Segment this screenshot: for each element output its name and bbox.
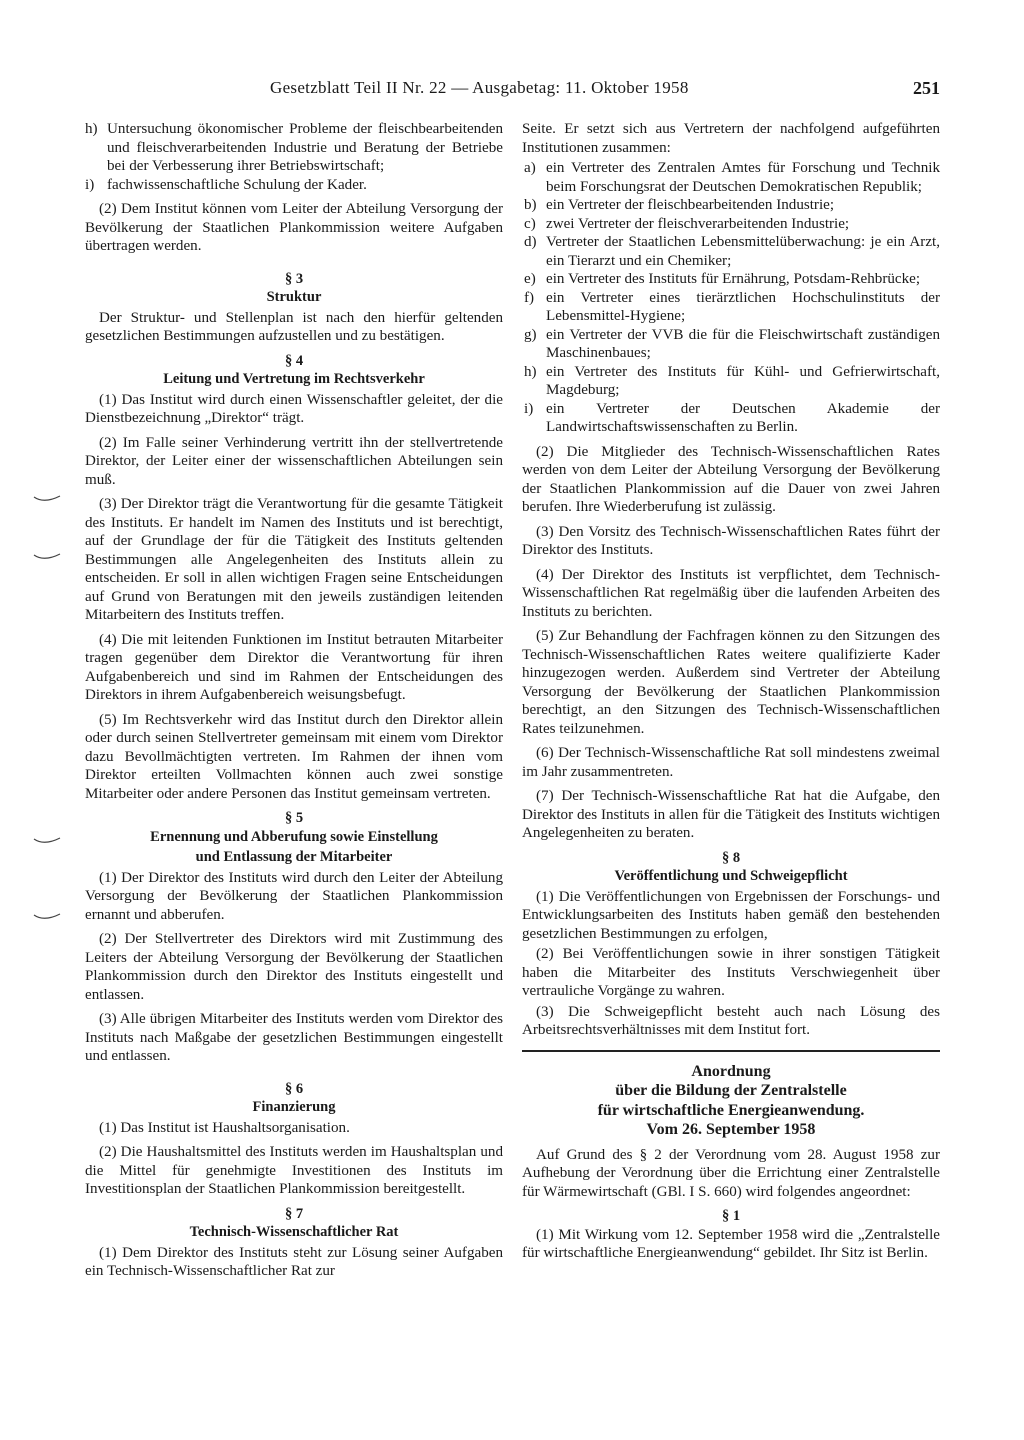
section-number: § 7 — [284, 1205, 304, 1222]
paragraph: (2) Im Falle seiner Verhinderung vertritt ihn der stellvertretende Direktor, der Leiter einer der wissenschaftlichen Abteilungen sein muß. — [85, 434, 503, 488]
list-item — [524, 233, 940, 270]
paragraph: Seite. Er setzt sich aus Vertretern der nachfolgend aufgeführten Institutionen zusammen: — [522, 121, 940, 156]
paragraph: (1) Das Institut wird durch einen Wissenschaftler geleitet, der die Dienstbezeichnung „Direktor“ trägt. — [85, 391, 503, 426]
paragraph: (5) Zur Behandlung der Fachfragen können zu den Sitzungen des Technisch-Wissenschaftlichen Rates weitere qualifizierte Kader hinzugezogen werden. Außerdem sind Vertreter der Abteilung Versorgung der Bevölkerung der Staatlichen Plankommission berechtigt, an den Sitzungen des Technisch-Wissenschaftlichen Rates teilzunehmen. — [522, 628, 940, 737]
header-title: Gesetzblatt Teil II Nr. 22 — Ausgabetag: 11. Oktober 1958 — [270, 78, 689, 97]
item-text: ein Vertreter des Zentralen Amtes für Forschung und Technik beim Forschungsrat der Deutschen Demokratischen Republik; — [546, 160, 940, 195]
section-title: und Entlassung der Mitarbeiter — [195, 849, 393, 865]
section-title: Struktur — [266, 289, 322, 305]
item-text: zwei Vertreter der fleischverarbeitenden Industrie; — [546, 215, 850, 232]
paragraph: (2) Bei Veröffentlichungen sowie in ihrer sonstigen Tätigkeit haben die Mitarbeiter des Instituts Verschwiegenheit über vertrauliche Vorgänge zu wahren. — [522, 946, 940, 999]
paragraph: (6) Der Technisch-Wissenschaftliche Rat soll mindestens zweimal im Jahr zusammentreten. — [522, 745, 940, 780]
list-item — [524, 289, 940, 326]
item-label: d) — [524, 234, 537, 250]
item-label: a) — [524, 160, 536, 176]
paragraph: (1) Mit Wirkung vom 12. September 1958 wird die „Zentralstelle für wirtschaftliche Energieanwendung“ gebildet. Ihr Sitz ist Berlin. — [522, 1226, 940, 1261]
item-text: Untersuchung ökonomischer Probleme der fleischbearbeitenden und fleischverarbeitenden Industrie und Beratung der Betriebe bei der Verbesserung ihrer Betriebswirtschaft; — [107, 121, 503, 174]
section-divider — [522, 1050, 940, 1052]
ordinance-title: für wirtschaftliche Energieanwendung. — [597, 1101, 865, 1119]
section-title: Finanzierung — [252, 1099, 336, 1115]
section-number: § 4 — [284, 352, 304, 369]
section-title: Ernennung und Abberufung sowie Einstellung — [150, 828, 438, 845]
ordinance-title: über die Bildung der Zentralstelle — [615, 1082, 847, 1099]
list-item — [524, 215, 940, 234]
list-item — [85, 120, 503, 176]
item-label: f) — [524, 289, 535, 306]
item-text: ein Vertreter des Instituts für Ernährung, Potsdam-Rehbrücke; — [546, 271, 921, 287]
margin-tick-mark — [32, 912, 62, 922]
paragraph: (1) Die Veröffentlichungen von Ergebnissen der Forschungs- und Entwicklungsarbeiten des Instituts haben gemäß den bestehenden gesetzlichen Bestimmungen zu erfolgen, — [522, 888, 940, 942]
paragraph: (2) Die Haushaltsmittel des Instituts werden im Haushaltsplan und die Mittel für genehmigte Investitionen des Instituts im Investitionsplan der Staatlichen Plankommission bereitgestellt. — [85, 1144, 503, 1197]
list-item — [524, 270, 940, 289]
margin-tick-mark — [32, 494, 62, 504]
item-label: c) — [524, 215, 536, 232]
paragraph: (2) Der Stellvertreter des Direktors wird mit Zustimmung des Leiters der Abteilung Versorgung der Bevölkerung der Staatlichen Plankommission durch den Direktor des Instituts eingestellt und entlassen. — [85, 931, 503, 1003]
item-text: ein Vertreter eines tierärztlichen Hochschulinstituts der Lebensmittel-Hygiene; — [546, 289, 940, 324]
paragraph: (7) Der Technisch-Wissenschaftliche Rat hat die Aufgabe, den Direktor des Instituts in allen für die Tätigkeit des Instituts wichtigen Angelegenheiten zu beraten. — [522, 788, 940, 841]
paragraph: Der Struktur- und Stellenplan ist nach den hierfür geltenden gesetzlichen Bestimmungen aufzustellen und zu bestätigen. — [85, 309, 503, 344]
section-title: Leitung und Vertretung im Rechtsverkehr — [163, 371, 425, 387]
item-label: b) — [524, 197, 537, 213]
paragraph: (5) Im Rechtsverkehr wird das Institut durch den Direktor allein oder durch seinen Stellvertreter gemeinsam mit einem vom Direktor dazu Bevollmächtigten vertreten. Im Rahmen der ihnen vom Direktor erteilten Vollmachten können auch zwei sonstige Mitarbeiter oder andere Personen das Institut gemeinsam vertreten. — [85, 711, 503, 802]
item-text: fachwissenschaftliche Schulung der Kader. — [107, 176, 367, 193]
item-label: e) — [524, 271, 536, 287]
paragraph: (2) Dem Institut können vom Leiter der Abteilung Versorgung der Bevölkerung der Staatlichen Plankommission weitere Aufgaben übertragen werden. — [85, 201, 503, 254]
section-title: Veröffentlichung und Schweigepflicht — [614, 868, 848, 884]
page-number: 251 — [913, 78, 940, 98]
section-number: § 5 — [284, 810, 304, 826]
paragraph: (2) Die Mitglieder des Technisch-Wissenschaftlichen Rates werden von dem Leiter der Abteilung Versorgung der Bevölkerung der Staatlichen Plankommission auf die Dauer von zwei Jahren berufen. Ihre Wiederberufung ist zulässig. — [522, 443, 940, 515]
section-number: § 3 — [284, 270, 304, 287]
item-label: h) — [524, 363, 537, 380]
paragraph: (3) Den Vorsitz des Technisch-Wissenschaftlichen Rates führt der Direktor des Instituts. — [522, 523, 940, 558]
list-item — [524, 196, 940, 215]
paragraph: (1) Dem Direktor des Instituts steht zur Lösung seiner Aufgaben ein Technisch-Wissenschaftlicher Rat zur — [85, 1244, 503, 1279]
paragraph: (3) Der Direktor trägt die Verantwortung für die gesamte Tätigkeit des Instituts. Er handelt im Namen des Instituts und ist berechtigt, auf der Grundlage der für die Tätigkeit des Instituts geltenden Bestimmungen alle Angelegenheiten des Instituts allein zu entscheiden. Er soll in allen wichtigen Fragen seine Entscheidungen auf Grund von Beratungen mit den jeweils zuständigen leitenden Mitarbeitern des Instituts treffen. — [85, 496, 503, 623]
item-label: g) — [524, 326, 537, 343]
list-item — [524, 363, 940, 400]
item-text: ein Vertreter der fleischbearbeitenden Industrie; — [546, 197, 835, 213]
paragraph: (3) Alle übrigen Mitarbeiter des Instituts werden vom Direktor des Instituts nach Maßgabe der gesetzlichen Bestimmungen eingestellt und entlassen. — [85, 1011, 503, 1064]
list-item — [85, 176, 503, 195]
paragraph: (4) Die mit leitenden Funktionen im Institut betrauten Mitarbeiter tragen gegenüber dem Direktor die Verantwortung für ihren Aufgabenbereich und sind im Rahmen der Entscheidungen des Direktors in ihrem Aufgabenbereich weisungsbefugt. — [85, 631, 503, 703]
paragraph: (1) Der Direktor des Instituts wird durch den Leiter der Abteilung Versorgung der Bevölkerung der Staatlichen Plankommission ernannt und abberufen. — [85, 869, 503, 923]
left-column — [85, 120, 503, 1287]
paragraph: (4) Der Direktor des Instituts ist verpflichtet, dem Technisch-Wissenschaftlichen Rat regelmäßig über die laufenden Arbeiten des Instituts zu berichten. — [522, 566, 940, 620]
right-column — [522, 120, 940, 1269]
item-label: i) — [85, 176, 95, 193]
member-list — [522, 159, 940, 437]
ordinance-title: Anordnung — [691, 1062, 771, 1080]
ordinance-date: Vom 26. September 1958 — [646, 1121, 816, 1138]
paragraph: Auf Grund des § 2 der Verordnung vom 28. August 1958 zur Aufhebung der Verordnung über die Errichtung einer Zentralstelle für Wärmewirtschaft (GBl. I S. 660) wird folgendes angeordnet: — [522, 1146, 940, 1200]
item-label: h) — [85, 121, 98, 137]
paragraph: (1) Das Institut ist Haushaltsorganisation. — [99, 1119, 350, 1136]
margin-tick-mark — [32, 836, 62, 846]
item-text: Vertreter der Staatlichen Lebensmittelüberwachung: je ein Arzt, ein Tierarzt und ein Chemiker; — [546, 234, 940, 269]
paragraph: (3) Die Schweigepflicht besteht auch nach Lösung des Arbeitsrechtsverhältnisses mit dem Institut fort. — [522, 1003, 940, 1038]
item-text: ein Vertreter der Deutschen Akademie der Landwirtschaftswissenschaften zu Berlin. — [546, 400, 940, 435]
page-header — [270, 78, 940, 102]
item-label: i) — [524, 400, 534, 417]
list-item — [524, 159, 940, 196]
margin-tick-mark — [32, 552, 62, 562]
section-number: § 6 — [284, 1080, 304, 1097]
section-number: § 1 — [721, 1208, 741, 1224]
list-item — [524, 326, 940, 363]
item-text: ein Vertreter der VVB die für die Fleischwirtschaft zuständigen Maschinenbaues; — [546, 326, 940, 361]
item-text: ein Vertreter des Instituts für Kühl- und Gefrierwirtschaft, Magdeburg; — [546, 363, 940, 398]
section-number: § 8 — [721, 849, 741, 866]
section-title: Technisch-Wissenschaftlicher Rat — [189, 1224, 399, 1240]
list-item — [524, 400, 940, 437]
